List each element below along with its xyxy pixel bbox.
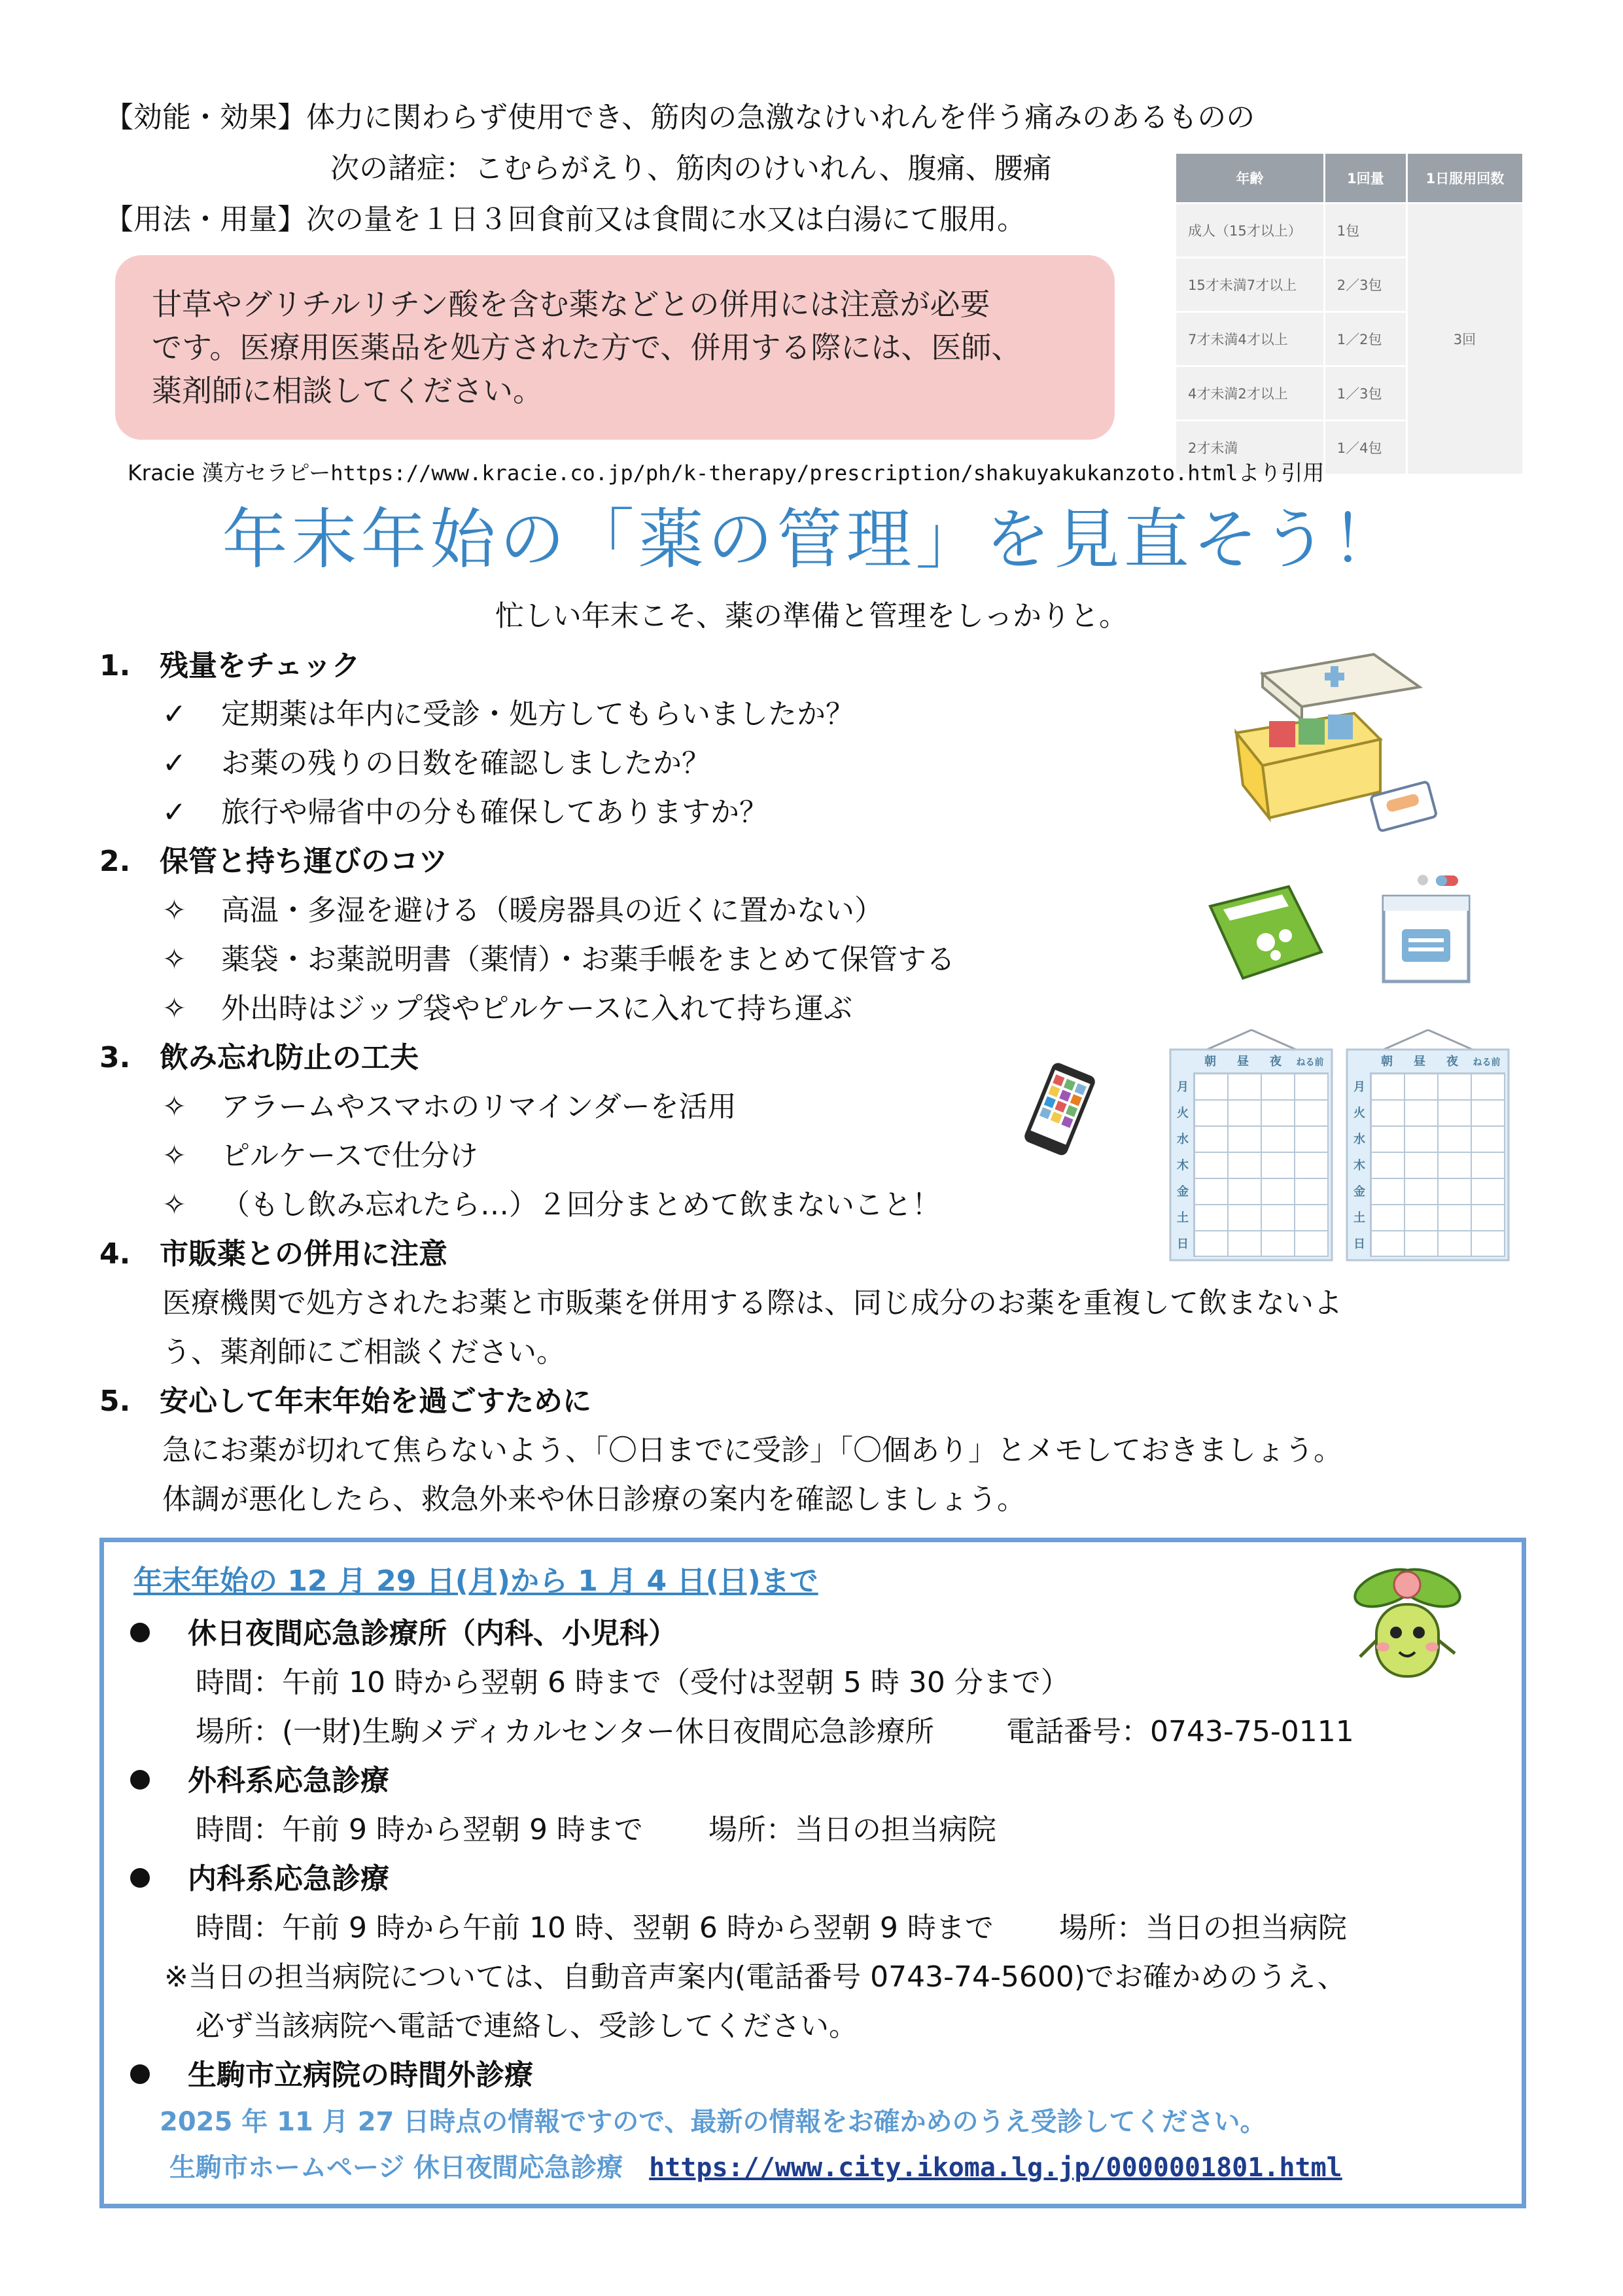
holiday-clinic-info-box xyxy=(99,1538,1526,2208)
list-item xyxy=(162,940,955,980)
citation xyxy=(128,458,1324,488)
calendar-col-label: ねる前 xyxy=(1473,1057,1501,1068)
city-hospital-heading xyxy=(130,2056,533,2095)
clinic-1-place-text: 場所：(一財)生駒メディカルセンター休日夜間応急診療所 xyxy=(196,1715,935,1748)
list-item-text: 外出時はジップ袋やピルケースに入れて持ち運ぶ xyxy=(221,992,852,1025)
section-title: 市販薬との併用に注意 xyxy=(160,1237,447,1271)
check-icon: ✓ xyxy=(162,747,186,780)
list-item-text: 高温・多湿を避ける（暖房器具の近くに置かない） xyxy=(221,894,883,927)
efficacy-text-1: 体力に関わらず使用でき、筋肉の急激なけいれんを伴う痛みのあるものの xyxy=(306,101,1255,134)
list-item xyxy=(162,891,883,930)
calendar-col-label: 夜 xyxy=(1270,1055,1282,1069)
section-4-body-2: う、薬剤師にご相談ください。 xyxy=(162,1335,565,1369)
table-header-dose: 1回量 xyxy=(1324,153,1406,203)
calendar-day-label: 月 xyxy=(1353,1080,1365,1094)
internal-place: 場所：当日の担当病院 xyxy=(1058,1911,1347,1945)
table-cell-age: 4才未満2才以上 xyxy=(1176,366,1325,421)
internal-time: 時間：午前 9 時から午前 10 時、翌朝 6 時から翌朝 9 時まで xyxy=(196,1911,994,1945)
clinic-1-time: 時間：午前 10 時から翌朝 6 時まで（受付は翌朝 5 時 30 分まで） xyxy=(196,1666,1070,1699)
smartphone-icon xyxy=(1011,1060,1109,1158)
surgery-place: 場所：当日の担当病院 xyxy=(708,1813,996,1846)
section-5-body-2: 体調が悪化したら、救急外来や休日診療の案内を確認しましょう。 xyxy=(162,1483,1026,1516)
calendar-grid xyxy=(1370,1073,1505,1256)
pill-calendar-empty xyxy=(1344,1027,1511,1263)
table-cell-dose: 1／4包 xyxy=(1324,421,1406,475)
homepage-line xyxy=(169,2149,1342,2186)
calendar-col-label: 朝 xyxy=(1204,1055,1216,1069)
section-4-heading xyxy=(99,1235,447,1274)
calendar-header xyxy=(1194,1052,1331,1069)
homepage-label: 生駒市ホームページ 休日夜間応急診療 xyxy=(169,2153,623,2183)
calendar-day-label: 月 xyxy=(1177,1080,1189,1094)
list-item-text: 旅行や帰省中の分も確保してありますか？ xyxy=(221,796,768,829)
notice-line-3: 薬剤師に相談してください。 xyxy=(152,373,543,408)
bullet-icon xyxy=(130,1623,150,1642)
list-item-text: アラームやスマホのリマインダーを活用 xyxy=(221,1090,737,1123)
list-item-text: 薬袋・お薬説明書（薬情）・お薬手帳をまとめて保管する xyxy=(221,943,955,976)
table-cell-age: 2才未満 xyxy=(1176,421,1325,475)
list-item xyxy=(162,1137,478,1176)
pill-calendar-filled xyxy=(1168,1027,1335,1263)
calendar-header xyxy=(1370,1052,1508,1069)
date-note: 2025 年 11 月 27 日時点の情報ですので、最新の情報をお確かめのうえ受診してください。 xyxy=(160,2107,1266,2137)
calendar-day-label: 水 xyxy=(1353,1133,1365,1146)
clinic-1-phone: 電話番号：0743-75-0111 xyxy=(1006,1715,1354,1748)
surgery-time: 時間：午前 9 時から翌朝 9 時まで xyxy=(196,1813,643,1846)
section-number: 3. xyxy=(99,1041,131,1074)
calendar-day-label: 土 xyxy=(1353,1211,1365,1225)
section-4-body-1: 医療機関で処方されたお薬と市販薬を併用する際は、同じ成分のお薬を重複して飲まないよ xyxy=(162,1286,1342,1320)
usage-line xyxy=(105,200,1026,239)
check-icon: ✓ xyxy=(162,796,186,829)
list-item xyxy=(162,695,854,734)
section-title: 残量をチェック xyxy=(160,649,360,682)
usage-text: 次の量を１日３回食前又は食間に水又は白湯にて服用。 xyxy=(306,203,1026,236)
calendar-day-label: 木 xyxy=(1353,1159,1365,1173)
sparkle-icon: ✧ xyxy=(162,1188,186,1222)
internal-title: 内科系応急診療 xyxy=(188,1862,389,1896)
clinic-1-title: 休日夜間応急診療所（内科、小児科） xyxy=(188,1617,677,1650)
homepage-link[interactable]: https://www.city.ikoma.lg.jp/0000001801.html xyxy=(649,2153,1342,2183)
first-aid-box-illustration xyxy=(1223,648,1446,844)
table-cell-dose: 2／3包 xyxy=(1324,258,1406,312)
notice-line-2: です。医療用医薬品を処方された方で、併用する際には、医師、 xyxy=(152,330,1022,365)
section-number: 2. xyxy=(99,845,131,878)
calendar-day-label: 土 xyxy=(1177,1211,1189,1225)
list-item xyxy=(162,744,710,783)
calendar-day-label: 日 xyxy=(1353,1237,1365,1251)
calendar-day-label: 火 xyxy=(1177,1106,1189,1120)
calendar-col-label: 昼 xyxy=(1414,1055,1425,1069)
internal-details xyxy=(196,1909,1347,1948)
table-cell-dose: 1包 xyxy=(1324,203,1406,258)
list-item-text: 定期薬は年内に受診・処方してもらいましたか？ xyxy=(221,698,854,731)
section-2-heading xyxy=(99,842,447,881)
citation-url[interactable]: https://www.kracie.co.jp/ph/k-therapy/prescription/shakuyakukanzoto.html xyxy=(330,461,1238,486)
check-icon: ✓ xyxy=(162,698,186,731)
surgery-heading xyxy=(130,1761,389,1801)
citation-prefix: Kracie 漢方セラピー xyxy=(128,460,331,486)
surgery-details xyxy=(196,1810,996,1850)
calendar-col-label: 昼 xyxy=(1237,1055,1249,1069)
list-item xyxy=(162,1087,737,1127)
section-title: 安心して年末年始を過ごすために xyxy=(160,1385,591,1418)
sparkle-icon: ✧ xyxy=(162,894,186,927)
calendar-grid xyxy=(1194,1073,1328,1256)
medicine-bag-illustration xyxy=(1370,864,1482,988)
calendar-day-label: 木 xyxy=(1177,1159,1189,1173)
notice-line-1: 甘草やグリチルリチン酸を含む薬などとの併用には注意が必要 xyxy=(152,287,990,322)
list-item-text: （もし飲み忘れたら…）２回分まとめて飲まないこと！ xyxy=(221,1188,941,1222)
page-title: 年末年始の「薬の管理」を見直そう！ xyxy=(222,501,1401,578)
table-cell-dose: 1／3包 xyxy=(1324,366,1406,421)
holiday-period-title: 年末年始の 12 月 29 日(月)から 1 月 4 日(日)まで xyxy=(133,1564,818,1598)
table-header-times: 1日服用回数 xyxy=(1406,153,1523,203)
list-item xyxy=(162,989,852,1029)
table-header-age: 年齢 xyxy=(1176,153,1325,203)
dosage-table xyxy=(1174,152,1524,456)
sparkle-icon: ✧ xyxy=(162,992,186,1025)
subtitle: 忙しい年末こそ、薬の準備と管理をしっかりと。 xyxy=(495,599,1128,633)
citation-suffix: より引用 xyxy=(1238,460,1325,486)
usage-label: 【用法・用量】 xyxy=(105,203,306,236)
clinic-1-heading xyxy=(130,1614,677,1653)
section-number: 4. xyxy=(99,1237,131,1271)
efficacy-label: 【効能・効果】 xyxy=(105,101,306,134)
section-1-heading xyxy=(99,646,360,686)
table-cell-age: 成人（15才以上） xyxy=(1176,203,1325,258)
list-item xyxy=(162,1186,941,1225)
list-item-text: お薬の残りの日数を確認しましたか？ xyxy=(221,747,710,780)
section-title: 保管と持ち運びのコツ xyxy=(160,845,447,878)
medicine-notebook-illustration xyxy=(1204,880,1328,985)
mascot-character xyxy=(1347,1562,1465,1693)
calendar-col-label: ねる前 xyxy=(1296,1057,1324,1068)
calendar-day-label: 水 xyxy=(1177,1133,1189,1146)
sparkle-icon: ✧ xyxy=(162,943,186,976)
calendar-days xyxy=(1173,1074,1193,1258)
internal-heading xyxy=(130,1860,389,1899)
calendar-day-label: 日 xyxy=(1177,1237,1189,1251)
sparkle-icon: ✧ xyxy=(162,1090,186,1123)
calendar-day-label: 金 xyxy=(1353,1185,1365,1199)
bullet-icon xyxy=(130,2064,150,2084)
note-line-2: 必ず当該病院へ電話で連絡し、受診してください。 xyxy=(196,2009,858,2043)
section-5-heading xyxy=(99,1382,591,1421)
section-5-body-1: 急にお薬が切れて焦らないよう、「〇日までに受診」「〇個あり」とメモしておきましょう。 xyxy=(162,1434,1342,1467)
bullet-icon xyxy=(130,1868,150,1888)
section-title: 飲み忘れ防止の工夫 xyxy=(160,1041,419,1074)
table-cell-age: 7才未満4才以上 xyxy=(1176,312,1325,366)
calendar-col-label: 朝 xyxy=(1381,1055,1393,1069)
surgery-title: 外科系応急診療 xyxy=(188,1764,389,1797)
efficacy-line-1 xyxy=(105,98,1255,137)
clinic-1-place xyxy=(196,1712,1354,1752)
table-cell-age: 15才未満7才以上 xyxy=(1176,258,1325,312)
bullet-icon xyxy=(130,1770,150,1790)
list-item xyxy=(162,793,768,832)
efficacy-text-2: 次の諸症：こむらがえり、筋肉のけいれん、腹痛、腰痛 xyxy=(330,152,1052,185)
table-cell-times: 3回 xyxy=(1406,203,1523,475)
section-number: 5. xyxy=(99,1385,131,1418)
city-hospital-title: 生駒市立病院の時間外診療 xyxy=(188,2058,533,2092)
calendar-day-label: 火 xyxy=(1353,1106,1365,1120)
sparkle-icon: ✧ xyxy=(162,1139,186,1173)
calendar-day-label: 金 xyxy=(1177,1185,1189,1199)
section-3-heading xyxy=(99,1038,419,1078)
note-line-1: ※当日の担当病院については、自動音声案内(電話番号 0743-74-5600)でお確かめのうえ、 xyxy=(164,1960,1346,1994)
caution-notice xyxy=(115,255,1115,440)
list-item-text: ピルケースで仕分け xyxy=(221,1139,478,1173)
table-cell-dose: 1／2包 xyxy=(1324,312,1406,366)
calendar-days xyxy=(1350,1074,1369,1258)
section-number: 1. xyxy=(99,649,131,682)
calendar-col-label: 夜 xyxy=(1446,1055,1458,1069)
